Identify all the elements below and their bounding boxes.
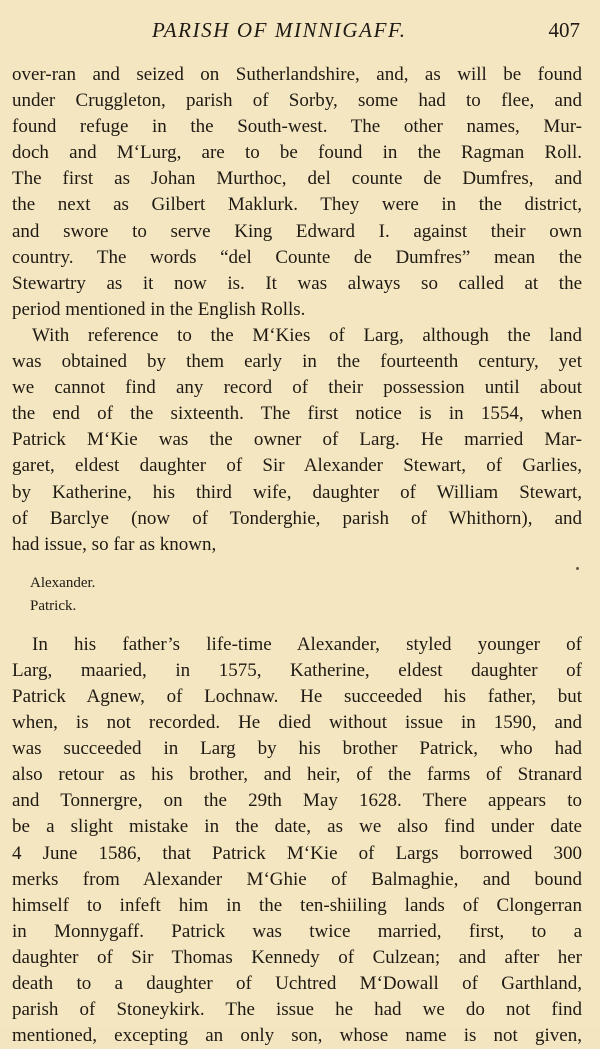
text-line: 4 June 1586, that Patrick M‘Kie of Largs borrowed 300 xyxy=(12,842,582,864)
text-line: of Barclye (now of Tonderghie, parish of Whithorn), and xyxy=(12,507,582,529)
text-line: and Tonnergre, on the 29th May 1628. There appears to xyxy=(12,790,582,812)
page-body xyxy=(12,62,582,1049)
text-line: merks from Alexander M‘Ghie of Balmaghie, and bound xyxy=(12,868,582,890)
text-line: was succeeded in Larg by his brother Patrick, who had xyxy=(12,738,582,760)
text-line: the end of the sixteenth. The first notice is in 1554, when xyxy=(12,403,582,425)
text-line: and swore to serve King Edward I. against their own xyxy=(12,220,582,242)
text-line: Stewartry as it now is. It was always so called at the xyxy=(12,272,582,294)
running-header xyxy=(0,18,600,48)
text-line: The first as Johan Murthoc, del counte de Dumfres, and xyxy=(12,168,582,190)
text-line: parish of Stoneykirk. The issue he had we do not find xyxy=(12,999,582,1021)
paragraph-2 xyxy=(12,323,582,558)
text-line: mentioned, excepting an only son, whose name is not given, xyxy=(12,1025,582,1047)
page-title: PARISH OF MINNIGAFF. xyxy=(152,18,407,42)
text-line: over-ran and seized on Sutherlandshire, and, as will be found xyxy=(12,64,582,85)
text-line: we cannot find any record of their possession until about xyxy=(12,377,582,399)
text-line: under Cruggleton, parish of Sorby, some had to flee, and xyxy=(12,90,582,112)
text-line: Larg, maaried, in 1575, Katherine, eldest daughter of xyxy=(12,659,582,681)
text-line: period mentioned in the English Rolls. xyxy=(12,298,306,320)
text-line: garet, eldest daughter of Sir Alexander Stewart, of Garlies, xyxy=(12,455,582,477)
text-line: was obtained by them early in the fourteenth century, yet xyxy=(12,351,582,373)
list-item: Alexander. xyxy=(30,574,96,591)
text-line: when, is not recorded. He died without issue in 1590, and xyxy=(12,712,582,734)
text-line: by Katherine, his third wife, daughter of William Stewart, xyxy=(12,481,582,503)
text-line: Patrick Agnew, of Lochnaw. He succeeded his father, but xyxy=(12,685,582,707)
text-line: in Monnygaff. Patrick was twice married, first, to a xyxy=(12,920,582,942)
text-line: Patrick M‘Kie was the owner of Larg. He married Mar- xyxy=(12,429,582,451)
text-line: death to a daughter of Uchtred M‘Dowall of Garthland, xyxy=(12,973,582,994)
text-line: the next as Gilbert Maklurk. They were in the district, xyxy=(12,194,582,216)
paragraph-3 xyxy=(12,632,582,1049)
text-line: had issue, so far as known, xyxy=(12,533,217,555)
page-number: 407 xyxy=(548,18,580,42)
text-line: found refuge in the South-west. The other names, Mur- xyxy=(12,116,582,138)
text-line: In his father’s life-time Alexander, styled younger of xyxy=(32,633,582,655)
text-line: also retour as his brother, and heir, of the farms of Stranard xyxy=(12,764,582,786)
text-line: be a slight mistake in the date, as we also find under date xyxy=(12,816,582,838)
list-item: Patrick. xyxy=(30,597,77,614)
text-line: doch and M‘Lurg, are to be found in the Ragman Roll. xyxy=(12,142,582,164)
children-list xyxy=(12,572,582,618)
text-line: daughter of Sir Thomas Kennedy of Culzean; and after her xyxy=(12,946,582,968)
text-line: himself to infeft him in the ten-shiiling lands of Clongerran xyxy=(12,894,582,916)
text-line: country. The words “del Counte de Dumfres” mean the xyxy=(12,246,582,268)
text-line: With reference to the M‘Kies of Larg, although the land xyxy=(32,324,582,346)
paragraph-1 xyxy=(12,62,582,323)
